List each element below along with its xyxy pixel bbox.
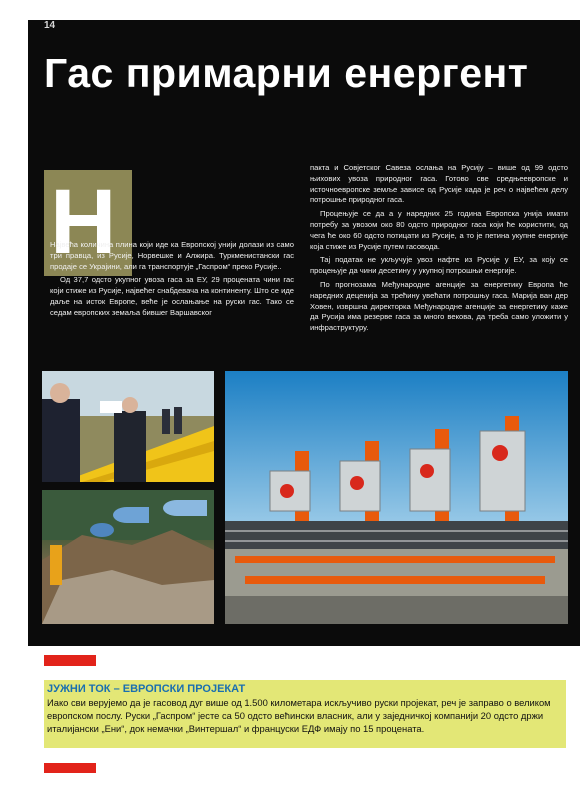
article-column-1 xyxy=(50,240,294,322)
photo-gas-compressor-station xyxy=(225,371,568,624)
box-title: ЈУЖНИ ТОК – ЕВРОПСКИ ПРОЈЕКАТ xyxy=(47,683,246,695)
paragraph: Од 37,7 одсто укупног увоза гаса за ЕУ, 29 процената чини гас који стиже из Русије, највећег снабдевача на континенту. Што се иде даље на исток Европе, веће је ослањање на руски гас. Тако се седам европских земаља бившег Варшавског xyxy=(50,275,294,317)
paragraph: Процењује се да а у наредних 25 година Европска унија имати потребу за увозом око 80 одсто природног гаса који ће користити, од чега ће око 60 одсто потицати из Русије, а то је петина укупне енергије која стиже из Русије путем гасовода. xyxy=(310,209,568,251)
page-title: Гас примарни енергент xyxy=(44,50,529,96)
accent-bar-top xyxy=(44,655,96,666)
photo-officials-ceremony xyxy=(42,371,214,482)
page-number: 14 xyxy=(44,20,56,31)
box-body: Иако сви верујемо да је гасовод дуг више од 1.500 километара искључиво руски пројекат, реч је заправо о великом европском послу. Руски „Гаспром“ јесте са 50 одсто већински власник, али у заједничкој компанији 20 одсто држи италијански „Ени“, док немачки „Винтершал“ и француски ЕДФ имају по 15 процената. xyxy=(47,697,551,734)
paragraph: Тај податак не укључује увоз нафте из Русије у ЕУ, за коју се процењује да чини десетину у укупној потрошњи енергије. xyxy=(310,255,568,276)
paragraph: Највећа количина плина који иде ка Европској унији долази из само три правца, из Русије, Норвешке и Алжира. Туркменистански гас продаје се Украјини, али га транспортује „Гаспром“ преко Русије.. xyxy=(50,240,294,271)
dropcap-letter: Н xyxy=(50,171,117,273)
accent-bar-bottom xyxy=(44,763,96,773)
paragraph: По прогнозама Међународне агенције за енергетику Европа ће наредних деценија за трећину увећати потрошњу гаса. Марија ван дер Ховен, извршна директорка Међународне агенције за енергетику каже да Русија има резерве гаса за много векова, да треба само уложити у инфраструктуру. xyxy=(310,279,568,333)
paragraph: пакта и Совјетског Савеза ослања на Русију – више од 99 одсто њихових увоза природног гаса. Готово све средњеевропске и источноевропске земље зависе од Русије када је реч о највећем делу потрошње природног гаса. xyxy=(310,163,568,205)
article-column-2 xyxy=(310,163,568,337)
photo-pipes-excavation xyxy=(42,490,214,624)
